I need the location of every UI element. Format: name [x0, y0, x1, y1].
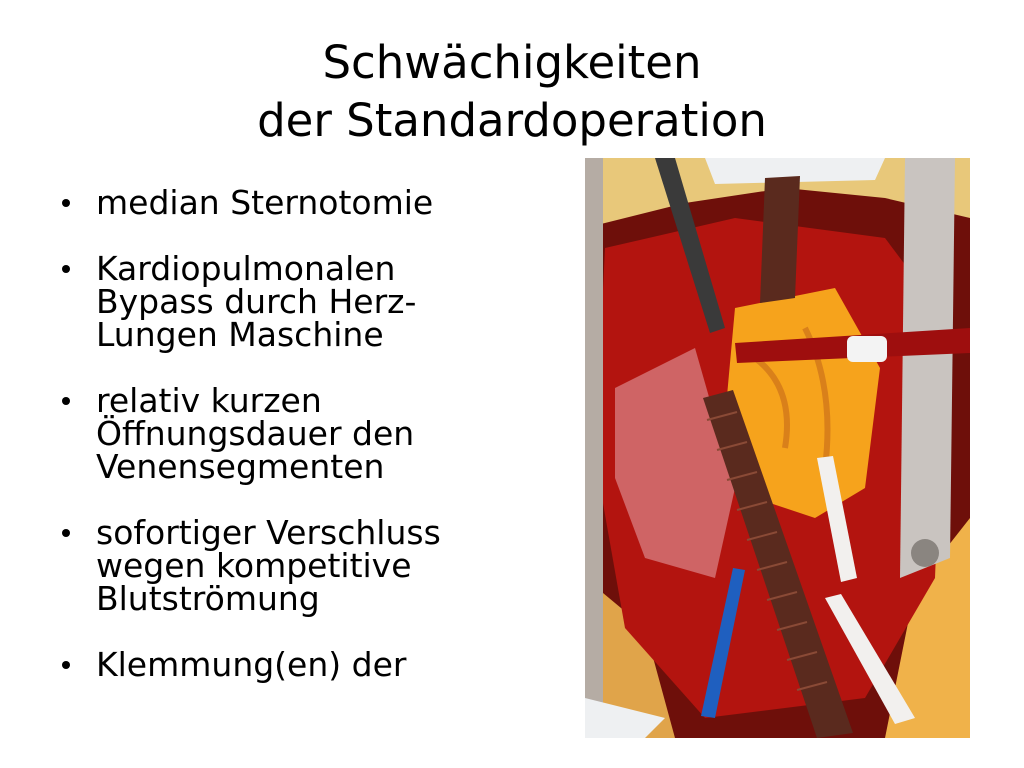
arterial-cannula	[760, 176, 800, 303]
retractor-left	[585, 158, 603, 738]
bullet-text-line: Lungen Maschine	[96, 315, 384, 354]
bullet-text-line: relativ kurzen	[96, 381, 322, 420]
bullet-item	[58, 249, 498, 354]
slide-title-line-2: der Standardoperation	[257, 94, 767, 147]
bullet-dot	[62, 397, 70, 405]
slide-title-line-1: Schwächigkeiten	[322, 36, 702, 89]
bullet-text-line: Kardiopulmonalen	[96, 249, 396, 288]
bullet-text-line: Blutströmung	[96, 579, 320, 618]
bullet-list	[58, 183, 498, 714]
bullet-text-line: Klemmung(en) der	[96, 645, 407, 684]
bullet-text-line: sofortiger Verschluss	[96, 513, 441, 552]
bullet-dot	[62, 199, 70, 207]
retractor-screw	[911, 539, 939, 567]
bullet-text-line: median Sternotomie	[96, 183, 434, 222]
bullet-item	[58, 381, 498, 486]
bullet-item	[58, 645, 498, 684]
bullet-dot	[62, 661, 70, 669]
bullet-item	[58, 513, 498, 618]
retractor-right	[900, 158, 955, 578]
tube-connector	[847, 336, 887, 362]
bullet-dot	[62, 529, 70, 537]
surgery-photo-illustration	[585, 158, 970, 738]
slide-title	[0, 34, 1024, 150]
bullet-item	[58, 183, 498, 222]
bullet-text-line: wegen kompetitive	[96, 546, 412, 585]
bullet-text-line: Öffnungsdauer den	[96, 414, 415, 453]
bullet-text-line: Venensegmenten	[96, 447, 385, 486]
surgery-photo	[585, 158, 970, 738]
bullet-text-line: Bypass durch Herz-	[96, 282, 417, 321]
bullet-dot	[62, 265, 70, 273]
